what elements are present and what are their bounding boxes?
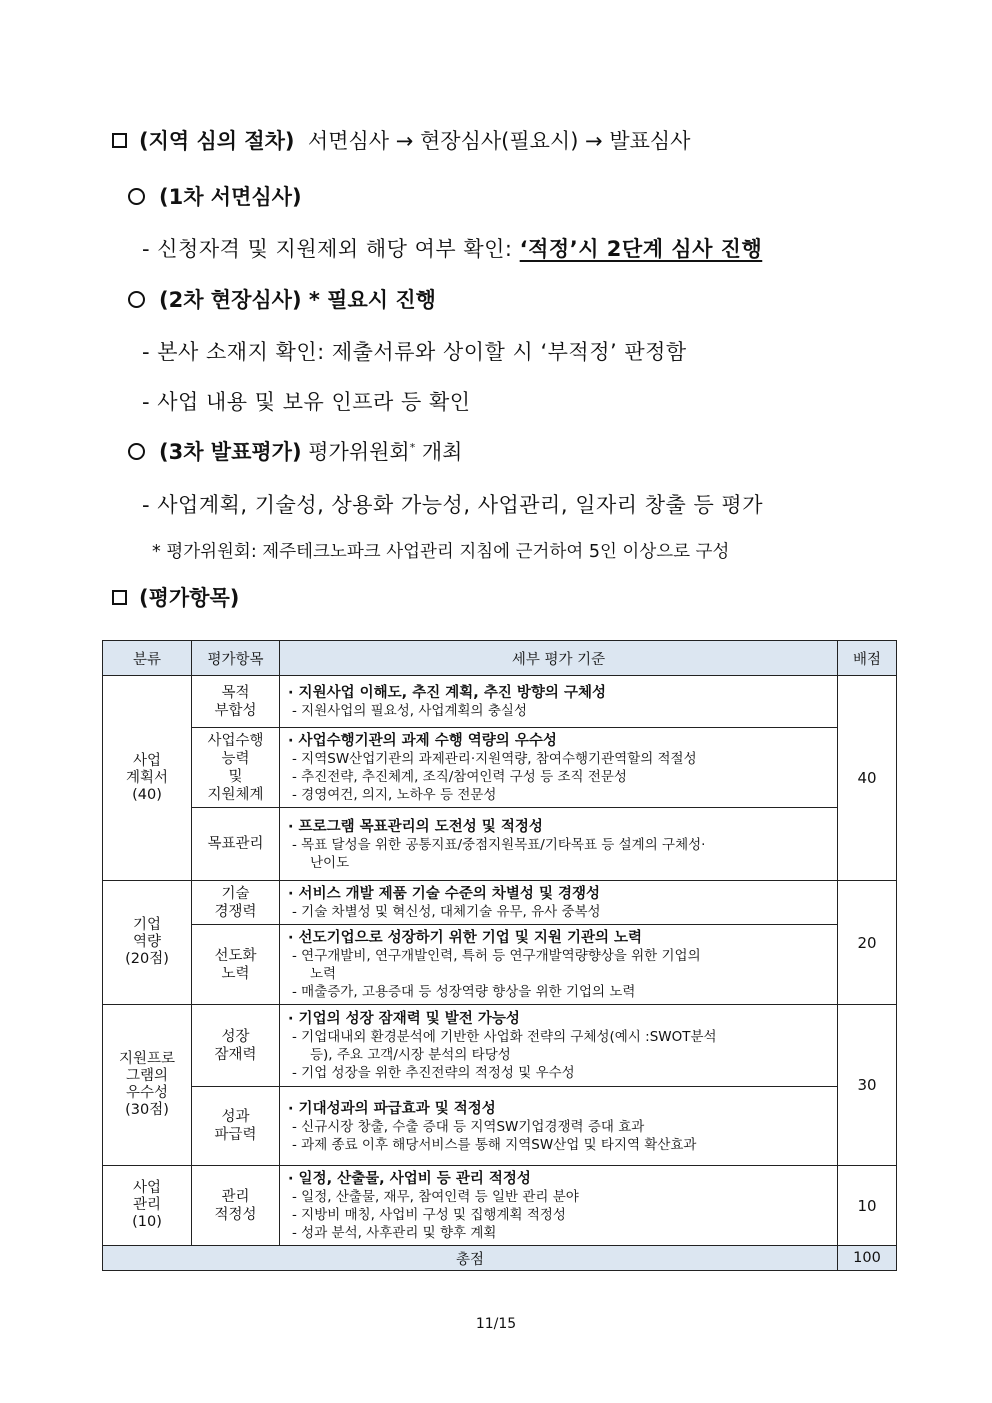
item-label: 사업수행: [207, 732, 264, 749]
table-row: [103, 881, 897, 925]
criteria-cell: [280, 881, 838, 925]
category-cell: [103, 676, 192, 881]
criteria-detail: - 성과 분석, 사후관리 및 향후 계획: [292, 1225, 497, 1241]
step3-committee: 평가위원회: [308, 440, 410, 464]
criteria-detail: - 지방비 매칭, 사업비 구성 및 집행계획 적정성: [292, 1207, 566, 1223]
item-cell: [192, 808, 280, 881]
item-label: 성과: [221, 1109, 250, 1125]
criteria-cell: [280, 1166, 838, 1246]
category-label: (40): [132, 786, 162, 803]
square-bullet-icon: [112, 590, 127, 605]
score-cell: 10: [838, 1166, 897, 1246]
category-label: 관리: [132, 1197, 161, 1213]
item-label: 기술: [221, 885, 250, 902]
header-criteria: 세부 평가 기준: [280, 641, 838, 676]
item-label: 성장: [221, 1028, 250, 1045]
category-label: 사업: [132, 1180, 161, 1196]
criteria-detail: - 일정, 산출물, 재무, 참여인력 등 일반 관리 분야: [292, 1189, 579, 1205]
item-cell: [192, 1005, 280, 1087]
step1-item-highlight: ‘적정’시 2단계 심사 진행: [519, 237, 763, 261]
criteria-detail: - 경영여건, 의지, 노하우 등 전문성: [292, 787, 497, 803]
circle-bullet-icon: [128, 291, 145, 308]
item-label: 목표관리: [207, 836, 264, 852]
criteria-cell: [280, 728, 838, 808]
table-header-row: [103, 641, 897, 676]
table-row: [103, 1087, 897, 1166]
criteria-heading: · 기업의 성장 잠재력 및 발전 가능성: [288, 1011, 520, 1027]
criteria-detail: - 과제 종료 이후 해당서비스를 통해 지역SW산업 및 타지역 확산효과: [292, 1136, 697, 1153]
square-bullet-icon: [112, 133, 127, 148]
criteria-cell: [280, 676, 838, 728]
table-row: [103, 728, 897, 808]
circle-bullet-icon: [128, 188, 145, 205]
table-row: [103, 1005, 897, 1087]
criteria-detail: - 추진전략, 추진체계, 조직/참여인력 구성 등 조직 전문성: [292, 769, 627, 785]
item-label: 지원체계: [207, 786, 264, 803]
step1-title: (1차 서면심사): [159, 185, 302, 209]
category-label: 그램의: [125, 1068, 169, 1084]
table-row: [103, 676, 897, 728]
category-label: 역량: [132, 934, 161, 950]
step1-item: [142, 233, 762, 263]
score-cell: 30: [838, 1005, 897, 1166]
criteria-heading: · 사업수행기관의 과제 수행 역량의 우수성: [288, 733, 557, 749]
total-label: 총점: [103, 1246, 838, 1271]
step3-held: 개최: [415, 440, 463, 464]
step3-heading: [128, 436, 462, 466]
category-label: 우수성: [125, 1085, 169, 1101]
item-label: 목적: [221, 684, 250, 701]
total-row: [103, 1246, 897, 1271]
category-cell: [103, 881, 192, 1005]
header-score: 배점: [838, 641, 897, 676]
category-label: 계획서: [125, 769, 169, 786]
score-cell: 20: [838, 881, 897, 1005]
procedure-heading: [112, 125, 690, 155]
criteria-detail: - 지원사업의 필요성, 사업계획의 충실성: [292, 703, 527, 719]
category-cell: [103, 1166, 192, 1246]
criteria-detail: - 매출증가, 고용증대 등 성장역량 향상을 위한 기업의 노력: [292, 984, 636, 1000]
criteria-detail: - 기업대내외 환경분석에 기반한 사업화 전략의 구체성(예시 :SWOT분석: [292, 1029, 717, 1045]
criteria-cell: [280, 925, 838, 1005]
table-row: [103, 925, 897, 1005]
item-label: 적정성: [214, 1206, 257, 1223]
item-label: 및: [228, 768, 243, 785]
item-label: 잠재력: [214, 1046, 257, 1063]
item-label: 관리: [221, 1188, 250, 1205]
item-cell: [192, 1166, 280, 1246]
procedure-title: (지역 심의 절차): [139, 129, 295, 153]
category-label: 사업: [132, 752, 161, 769]
category-label: (30점): [125, 1102, 169, 1118]
criteria-heading: · 기대성과의 파급효과 및 적정성: [288, 1100, 496, 1117]
criteria-detail: 노력: [310, 966, 337, 982]
item-label: 능력: [221, 750, 250, 767]
eval-title: (평가항목): [139, 586, 240, 610]
criteria-detail: 난이도: [310, 854, 350, 871]
criteria-detail: - 기업 성장을 위한 추진전략의 적정성 및 우수성: [292, 1065, 575, 1081]
item-cell: [192, 728, 280, 808]
item-label: 선도화: [214, 947, 257, 964]
item-label: 부합성: [214, 702, 257, 719]
total-score: 100: [838, 1246, 897, 1271]
criteria-heading: · 지원사업 이해도, 추진 계획, 추진 방향의 구체성: [288, 685, 606, 701]
criteria-cell: [280, 1005, 838, 1087]
criteria-detail: - 지역SW산업기관의 과제관리·지원역량, 참여수행기관역할의 적절성: [292, 751, 697, 767]
header-category: 분류: [103, 641, 192, 676]
criteria-detail: - 목표 달성을 위한 공통지표/중점지원목표/기타목표 등 설계의 구체성·: [292, 836, 706, 853]
item-label: 경쟁력: [214, 903, 257, 920]
step3-title: (3차 발표평가): [159, 440, 302, 464]
criteria-detail: - 신규시장 창출, 수출 증대 등 지역SW기업경쟁력 증대 효과: [292, 1118, 645, 1135]
step2-title: (2차 현장심사) * 필요시 진행: [159, 288, 436, 312]
step2-item-1: - 본사 소재지 확인: 제출서류와 상이할 시 ‘부적정’ 판정함: [142, 340, 687, 364]
criteria-detail: - 연구개발비, 연구개발인력, 특허 등 연구개발역량향상을 위한 기업의: [292, 948, 701, 964]
item-cell: [192, 925, 280, 1005]
category-label: 지원프로: [118, 1051, 176, 1067]
page-number: 11/15: [475, 1316, 517, 1332]
step3-note: * 평가위원회: 제주테크노파크 사업관리 지침에 근거하여 5인 이상으로 구성: [152, 542, 730, 562]
procedure-flow: 서면심사 → 현장심사(필요시) → 발표심사: [307, 129, 691, 153]
eval-heading: [112, 582, 239, 612]
criteria-heading: · 선도기업으로 성장하기 위한 기업 및 지원 기관의 노력: [288, 930, 643, 946]
category-label: (10): [132, 1214, 162, 1230]
step3-footnote-mark: *: [409, 441, 416, 454]
table-row: [103, 808, 897, 881]
circle-bullet-icon: [128, 443, 145, 460]
step1-heading: [128, 181, 302, 211]
item-cell: [192, 676, 280, 728]
criteria-heading: · 서비스 개발 제품 기술 수준의 차별성 및 경쟁성: [288, 886, 601, 902]
step2-heading: [128, 284, 436, 314]
criteria-cell: [280, 1087, 838, 1166]
header-item: 평가항목: [192, 641, 280, 676]
score-cell: 40: [838, 676, 897, 881]
step2-item-2: - 사업 내용 및 보유 인프라 등 확인: [142, 390, 471, 414]
criteria-detail: - 기술 차별성 및 혁신성, 대체기술 유무, 유사 중복성: [292, 904, 601, 920]
criteria-detail: 등), 주요 고객/시장 분석의 타당성: [310, 1047, 511, 1063]
item-cell: [192, 881, 280, 925]
evaluation-table: [102, 640, 897, 1271]
item-cell: [192, 1087, 280, 1166]
criteria-cell: [280, 808, 838, 881]
criteria-heading: · 일정, 산출물, 사업비 등 관리 적정성: [288, 1171, 531, 1187]
category-label: 기업: [132, 917, 161, 933]
step1-item-text: - 신청자격 및 지원제외 해당 여부 확인:: [142, 237, 520, 261]
item-label: 파급력: [214, 1127, 257, 1143]
criteria-heading: · 프로그램 목표관리의 도전성 및 적정성: [288, 818, 543, 835]
table-row: [103, 1166, 897, 1246]
step3-item-1: - 사업계획, 기술성, 상용화 가능성, 사업관리, 일자리 창출 등 평가: [142, 493, 764, 517]
category-label: (20점): [125, 951, 169, 967]
item-label: 노력: [221, 965, 250, 982]
category-cell: [103, 1005, 192, 1166]
